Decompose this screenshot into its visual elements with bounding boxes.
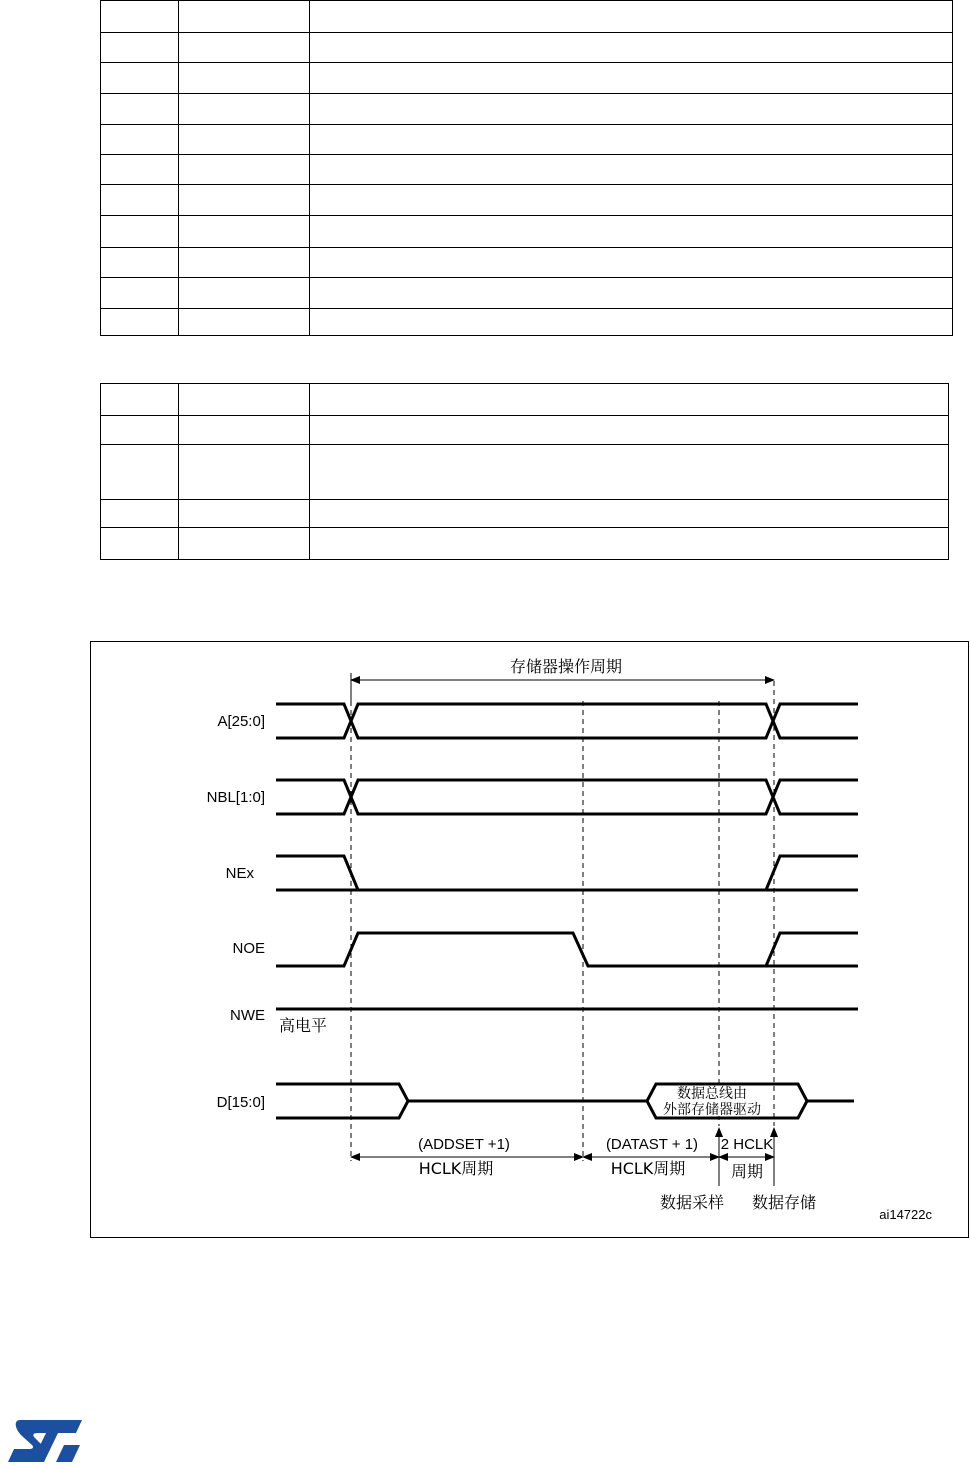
signal-label-nwe: NWE bbox=[230, 1007, 265, 1024]
signal-label-noe: NOE bbox=[232, 940, 265, 957]
table-cell bbox=[179, 63, 310, 94]
table-cell bbox=[310, 278, 953, 309]
table-cell bbox=[179, 416, 310, 445]
table-cell bbox=[101, 416, 179, 445]
table-cell bbox=[310, 155, 953, 185]
table-cell bbox=[101, 63, 179, 94]
table-cell bbox=[310, 445, 949, 500]
signal-label-nex: NEx bbox=[225, 865, 254, 882]
table-cell bbox=[310, 500, 949, 528]
table-row bbox=[101, 155, 953, 185]
table-cell bbox=[179, 248, 310, 278]
table-cell bbox=[310, 33, 953, 63]
signal-label-address: A[25:0] bbox=[217, 713, 265, 730]
table-row bbox=[101, 309, 953, 336]
nwe-high-level-note: 高电平 bbox=[279, 1016, 328, 1035]
table-row bbox=[101, 278, 953, 309]
st-logo-icon bbox=[8, 1420, 82, 1462]
data-bus-note-line1: 数据总线由 bbox=[677, 1086, 747, 1102]
table-cell bbox=[179, 125, 310, 155]
table-cell bbox=[310, 185, 953, 216]
table-cell bbox=[101, 155, 179, 185]
signal-label-nbl: NBL[1:0] bbox=[206, 789, 265, 806]
table-row bbox=[101, 248, 953, 278]
table-cell bbox=[179, 528, 310, 560]
table-cell bbox=[101, 528, 179, 560]
table-cell bbox=[101, 185, 179, 216]
phase3-label-line2: 周期 bbox=[730, 1162, 764, 1181]
table-cell bbox=[310, 94, 953, 125]
sample-label: 数据采样 bbox=[659, 1193, 725, 1212]
address-bus-waveform bbox=[276, 704, 858, 738]
table-cell bbox=[179, 1, 310, 33]
table-cell bbox=[179, 33, 310, 63]
table-cell bbox=[101, 33, 179, 63]
table-cell bbox=[179, 155, 310, 185]
table-cell bbox=[310, 416, 949, 445]
table-cell bbox=[179, 445, 310, 500]
memory-cycle-label: 存储器操作周期 bbox=[509, 657, 623, 676]
table-row bbox=[101, 185, 953, 216]
table-row bbox=[101, 63, 953, 94]
table-cell bbox=[101, 125, 179, 155]
table-cell bbox=[310, 528, 949, 560]
table-cell bbox=[310, 309, 953, 336]
table-cell bbox=[310, 248, 953, 278]
phase2-label-line2: HCLK周期 bbox=[610, 1159, 686, 1178]
table-cell bbox=[101, 278, 179, 309]
timing-diagram-figure bbox=[90, 641, 969, 1238]
table-cell bbox=[310, 216, 953, 248]
data-bus-note-line2: 外部存储器驱动 bbox=[663, 1102, 761, 1118]
table-cell bbox=[179, 185, 310, 216]
register-table-1 bbox=[100, 0, 953, 336]
table-cell bbox=[310, 63, 953, 94]
table-row bbox=[101, 94, 953, 125]
phase2-label-line1: (DATAST + 1) bbox=[605, 1136, 699, 1153]
st-logo bbox=[6, 1418, 88, 1464]
table-row bbox=[101, 33, 953, 63]
table-cell bbox=[310, 125, 953, 155]
table-cell bbox=[101, 500, 179, 528]
table-row bbox=[101, 125, 953, 155]
table-cell bbox=[179, 384, 310, 416]
signal-label-data: D[15:0] bbox=[216, 1094, 265, 1111]
table-cell bbox=[101, 445, 179, 500]
table-cell bbox=[179, 500, 310, 528]
table-cell bbox=[101, 384, 179, 416]
register-table-2 bbox=[100, 383, 949, 560]
table-cell bbox=[310, 384, 949, 416]
noe-waveform bbox=[276, 933, 858, 966]
table-cell bbox=[310, 1, 953, 33]
table-cell bbox=[101, 216, 179, 248]
figure-id: ai14722c bbox=[879, 1207, 932, 1222]
table-cell bbox=[179, 94, 310, 125]
phase1-label-line1: (ADDSET +1) bbox=[418, 1136, 510, 1153]
store-label: 数据存储 bbox=[751, 1193, 817, 1212]
table-cell bbox=[179, 309, 310, 336]
table-row bbox=[101, 216, 953, 248]
nbl-waveform bbox=[276, 780, 858, 814]
table-cell bbox=[179, 278, 310, 309]
table-cell bbox=[101, 309, 179, 336]
phase1-label-line2: HCLK周期 bbox=[418, 1159, 494, 1178]
table-cell bbox=[179, 216, 310, 248]
nex-waveform bbox=[276, 856, 858, 890]
phase3-label-line1: 2 HCLK bbox=[720, 1136, 774, 1153]
table-cell bbox=[101, 1, 179, 33]
timing-diagram bbox=[91, 642, 970, 1239]
table-row bbox=[101, 1, 953, 33]
table-cell bbox=[101, 248, 179, 278]
table-cell bbox=[101, 94, 179, 125]
